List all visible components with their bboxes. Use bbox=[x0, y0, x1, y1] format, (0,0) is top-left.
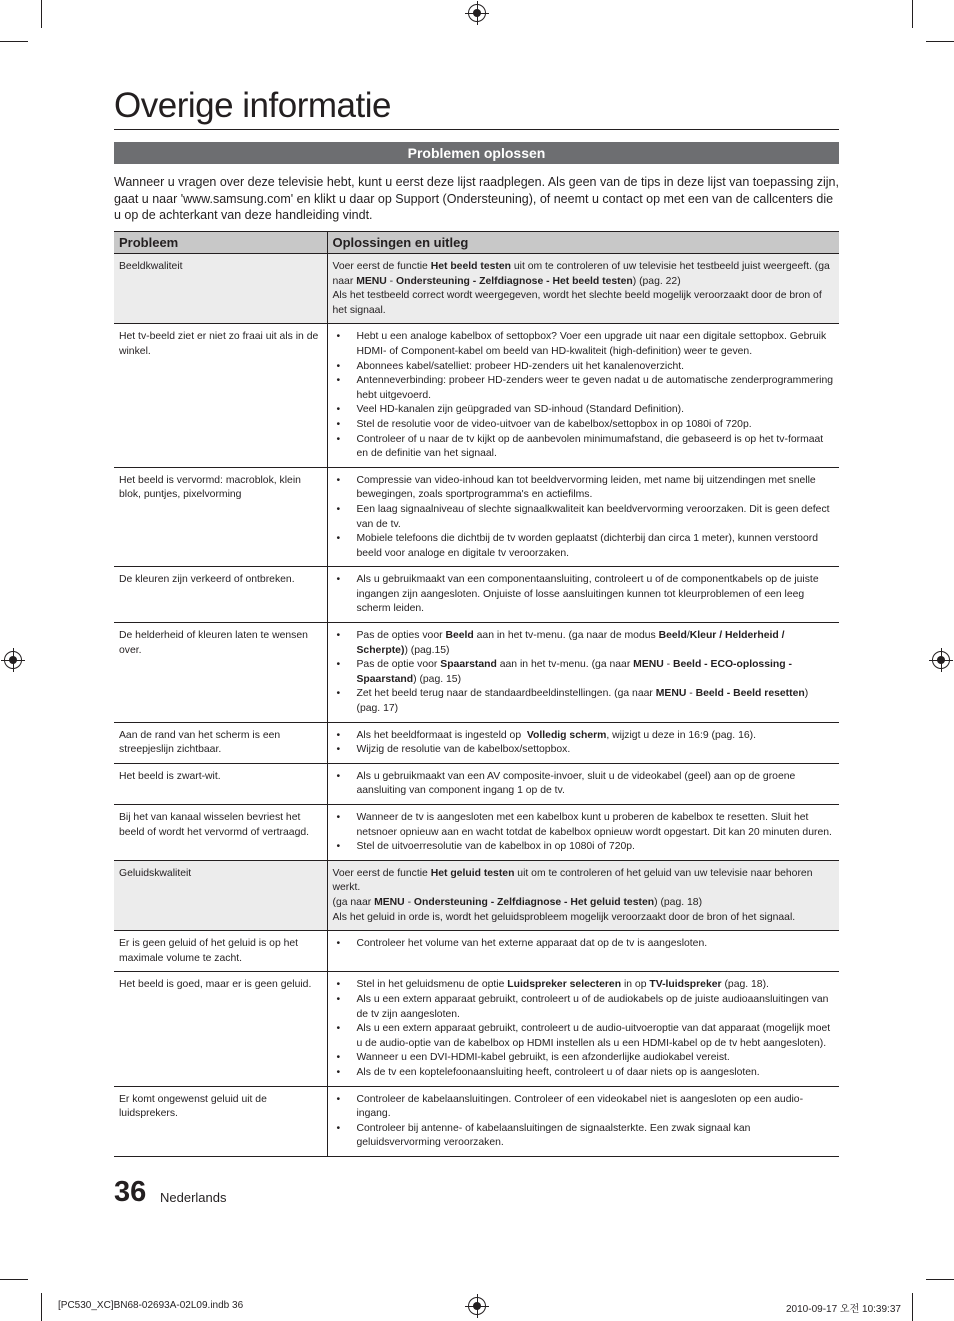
solution-cell bbox=[327, 805, 839, 861]
section-title: Problemen oplossen bbox=[114, 142, 839, 164]
problem-cell: Er komt ongewenst geluid uit de luidsprekers. bbox=[114, 1086, 327, 1156]
solution-item: • Pas de opties voor Beeld aan in het tv-menu. (ga naar de modus Beeld/Kleur / Helderheid / Scherpte)) (pag.15) bbox=[357, 629, 835, 658]
table-row bbox=[114, 860, 839, 930]
solution-item: • Mobiele telefoons die dichtbij de tv worden geplaatst (dichterbij dan circa 1 meter), kunnen verstoord beeld voor analoge en digitale tv veroorzaken. bbox=[357, 532, 835, 561]
header-solutions: Oplossingen en uitleg bbox=[327, 232, 839, 254]
solution-item: • Controleer de kabelaansluitingen. Controleer of een videokabel niet is aangesloten op een audio-ingang. bbox=[357, 1093, 835, 1122]
intro-text: Wanneer u vragen over deze televisie hebt, kunt u eerst deze lijst raadplegen. Als geen van de tips in deze lijst van toepassing zijn, gaat u naar 'www.samsung.com' en klikt u daar op Support (Ondersteuning), of neemt u contact op met een van de callcenters die u op de achterkant van deze handleiding vindt. bbox=[114, 175, 839, 222]
problem-cell: Geluidskwaliteit bbox=[114, 860, 327, 930]
problem-cell: Bij het van kanaal wisselen bevriest het beeld of wordt het vervormd of vertraagd. bbox=[114, 805, 327, 861]
problem-cell: Het beeld is vervormd: macroblok, klein blok, puntjes, pixelvorming bbox=[114, 467, 327, 567]
solution-item: • Als u een extern apparaat gebruikt, controleert u de audio-uitvoeroptie van dat apparaat (mogelijk moet u de audio-optie van de kabelbox op HDMI instellen als u een HDMI-kabel op de tv hebt aangesloten). bbox=[357, 1022, 835, 1051]
table-row bbox=[114, 931, 839, 972]
table-row bbox=[114, 254, 839, 324]
troubleshooting-table bbox=[114, 231, 839, 1157]
solution-cell bbox=[327, 467, 839, 567]
solution-item: • Antenneverbinding: probeer HD-zenders weer te geven nadat u de automatische zenderprogrammering hebt uitgevoerd. bbox=[357, 374, 835, 403]
table-row bbox=[114, 1086, 839, 1156]
problem-cell: De kleuren zijn verkeerd of ontbreken. bbox=[114, 567, 327, 623]
crop-mark bbox=[41, 1293, 42, 1321]
page-language: Nederlands bbox=[160, 1190, 227, 1205]
registration-mark-icon bbox=[468, 1297, 486, 1315]
solution-cell bbox=[327, 324, 839, 467]
table-row bbox=[114, 722, 839, 763]
solution-item: • Stel de uitvoerresolutie van de kabelbox in op 1080i of 720p. bbox=[357, 840, 835, 855]
registration-mark-icon bbox=[4, 651, 22, 669]
solution-list bbox=[333, 978, 835, 1080]
crop-mark bbox=[41, 0, 42, 28]
solution-item: • Wijzig de resolutie van de kabelbox/settopbox. bbox=[357, 743, 835, 758]
crop-mark bbox=[926, 1279, 954, 1280]
problem-cell: De helderheid of kleuren laten te wensen over. bbox=[114, 623, 327, 723]
solution-list bbox=[333, 330, 835, 461]
solution-item: • Een laag signaalniveau of slechte signaalkwaliteit kan beeldvervorming veroorzaken. Dit is geen defect van de tv. bbox=[357, 503, 835, 532]
registration-mark-icon bbox=[932, 651, 950, 669]
solution-cell bbox=[327, 931, 839, 972]
solution-list bbox=[333, 474, 835, 562]
solution-cell: Voer eerst de functie Het geluid testen uit om te controleren of het geluid van uw televisie naar behoren werkt. (ga naar MENU - Ondersteuning - Zelfdiagnose - Het geluid testen) (pag. 18) Als het geluid in orde is, wordt het geluidsprobleem mogelijk veroorzaakt door de bron of het signaal. bbox=[327, 860, 839, 930]
solution-cell bbox=[327, 1086, 839, 1156]
solution-item: • Als het beeldformaat is ingesteld op Volledig scherm, wijzigt u deze in 16:9 (pag. 16). bbox=[357, 729, 835, 744]
table-row bbox=[114, 467, 839, 567]
solution-cell bbox=[327, 972, 839, 1086]
solution-item: • Stel de resolutie voor de video-uitvoer van de kabelbox/settopbox in op 1080i of 720p. bbox=[357, 418, 835, 433]
print-slug-timestamp: 2010-09-17 오전 10:39:37 bbox=[786, 1304, 901, 1315]
print-slug-file: [PC530_XC]BN68-02693A-02L09.indb 36 bbox=[58, 1300, 244, 1311]
solution-cell: Voer eerst de functie Het beeld testen uit om te controleren of uw televisie het testbeeld juist weergeeft. (ga naar MENU - Ondersteuning - Zelfdiagnose - Het beeld testen) (pag. 22) Als het testbeeld correct wordt weergegeven, wordt het slechte beeld mogelijk veroorzaakt door de bron of het signaal. bbox=[327, 254, 839, 324]
solution-item: • Hebt u een analoge kabelbox of settopbox? Voer een upgrade uit naar een digitale settopbox. Gebruik HDMI- of Component-kabel om beeld van HD-kwaliteit (high-definition) weer te geven. bbox=[357, 330, 835, 359]
problem-cell: Het beeld is goed, maar er is geen geluid. bbox=[114, 972, 327, 1086]
solution-item: • Veel HD-kanalen zijn geüpgraded van SD-inhoud (Standard Definition). bbox=[357, 403, 835, 418]
solution-item: • Als u gebruikmaakt van een AV composite-invoer, sluit u de videokabel (geel) aan op de groene aansluiting van component ingang 1 op de tv. bbox=[357, 770, 835, 799]
table-header-row bbox=[114, 232, 839, 254]
solution-cell bbox=[327, 722, 839, 763]
solution-item: • Controleer of u naar de tv kijkt op de aanbevolen minimumafstand, die gebaseerd is op het tv-formaat en de definitie van het signaal. bbox=[357, 433, 835, 462]
problem-cell: Het tv-beeld ziet er niet zo fraai uit als in de winkel. bbox=[114, 324, 327, 467]
solution-list bbox=[333, 811, 835, 855]
crop-mark bbox=[926, 41, 954, 42]
solution-list bbox=[333, 1093, 835, 1151]
solution-item: • Pas de optie voor Spaarstand aan in het tv-menu. (ga naar MENU - Beeld - ECO-oplossing - Spaarstand) (pag. 15) bbox=[357, 658, 835, 687]
solution-cell bbox=[327, 623, 839, 723]
solution-list bbox=[333, 770, 835, 799]
header-problem: Probleem bbox=[114, 232, 327, 254]
solution-list bbox=[333, 629, 835, 717]
solution-list bbox=[333, 937, 835, 952]
table-row bbox=[114, 763, 839, 804]
title-rule bbox=[114, 129, 839, 130]
solution-item: • Abonnees kabel/satelliet: probeer HD-zenders uit het kanalenoverzicht. bbox=[357, 360, 835, 375]
solution-item: • Zet het beeld terug naar de standaardbeeldinstellingen. (ga naar MENU - Beeld - Beeld resetten) (pag. 17) bbox=[357, 687, 835, 716]
solution-item: • Stel in het geluidsmenu de optie Luidspreker selecteren in op TV-luidspreker (pag. 18). bbox=[357, 978, 835, 993]
table-row bbox=[114, 623, 839, 723]
solution-item: • Als de tv een koptelefoonaansluiting heeft, controleert u of daar niets op is aangesloten. bbox=[357, 1066, 835, 1081]
solution-cell bbox=[327, 567, 839, 623]
crop-mark bbox=[912, 1293, 913, 1321]
problem-cell: Aan de rand van het scherm is een streepjeslijn zichtbaar. bbox=[114, 722, 327, 763]
table-row bbox=[114, 567, 839, 623]
solution-cell bbox=[327, 763, 839, 804]
solution-item: • Controleer het volume van het externe apparaat dat op de tv is aangesloten. bbox=[357, 937, 835, 952]
solution-item: • Wanneer de tv is aangesloten met een kabelbox kunt u proberen de kabelbox te resetten. Sluit het netsnoer opnieuw aan en wacht totdat de kabelbox opnieuw wordt opgestart. Dit kan 20 minuten duren. bbox=[357, 811, 835, 840]
table-row bbox=[114, 805, 839, 861]
solution-item: • Controleer bij antenne- of kabelaansluitingen de signaalsterkte. Een zwak signaal kan geluidsvervorming veroorzaken. bbox=[357, 1122, 835, 1151]
page-number: 36 bbox=[114, 1176, 147, 1208]
solution-item: • Compressie van video-inhoud kan tot beeldvervorming leiden, met name bij uitzendingen met snelle bewegingen, zoals sportprogramma's en actiefilms. bbox=[357, 474, 835, 503]
solution-list bbox=[333, 573, 835, 617]
crop-mark bbox=[912, 0, 913, 28]
solution-item: • Als u een extern apparaat gebruikt, controleert u of de audiokabels op de juiste audioaansluitingen van de tv zijn aangesloten. bbox=[357, 993, 835, 1022]
problem-cell: Het beeld is zwart-wit. bbox=[114, 763, 327, 804]
solution-item: • Als u gebruikmaakt van een componentaansluiting, controleert u of de componentkabels op de juiste ingangen zijn aangesloten. Onjuiste of losse aansluitingen kunnen tot kleurproblemen of een leeg scherm leiden. bbox=[357, 573, 835, 617]
page-title: Overige informatie bbox=[114, 86, 391, 125]
problem-cell: Er is geen geluid of het geluid is op het maximale volume te zacht. bbox=[114, 931, 327, 972]
problem-cell: Beeldkwaliteit bbox=[114, 254, 327, 324]
solution-list bbox=[333, 729, 835, 758]
table-row bbox=[114, 324, 839, 467]
crop-mark bbox=[0, 41, 28, 42]
table-body bbox=[114, 254, 839, 1157]
table-row bbox=[114, 972, 839, 1086]
crop-mark bbox=[0, 1279, 28, 1280]
solution-item: • Wanneer u een DVI-HDMI-kabel gebruikt, is een afzonderlijke audiokabel vereist. bbox=[357, 1051, 835, 1066]
registration-mark-icon bbox=[468, 4, 486, 22]
